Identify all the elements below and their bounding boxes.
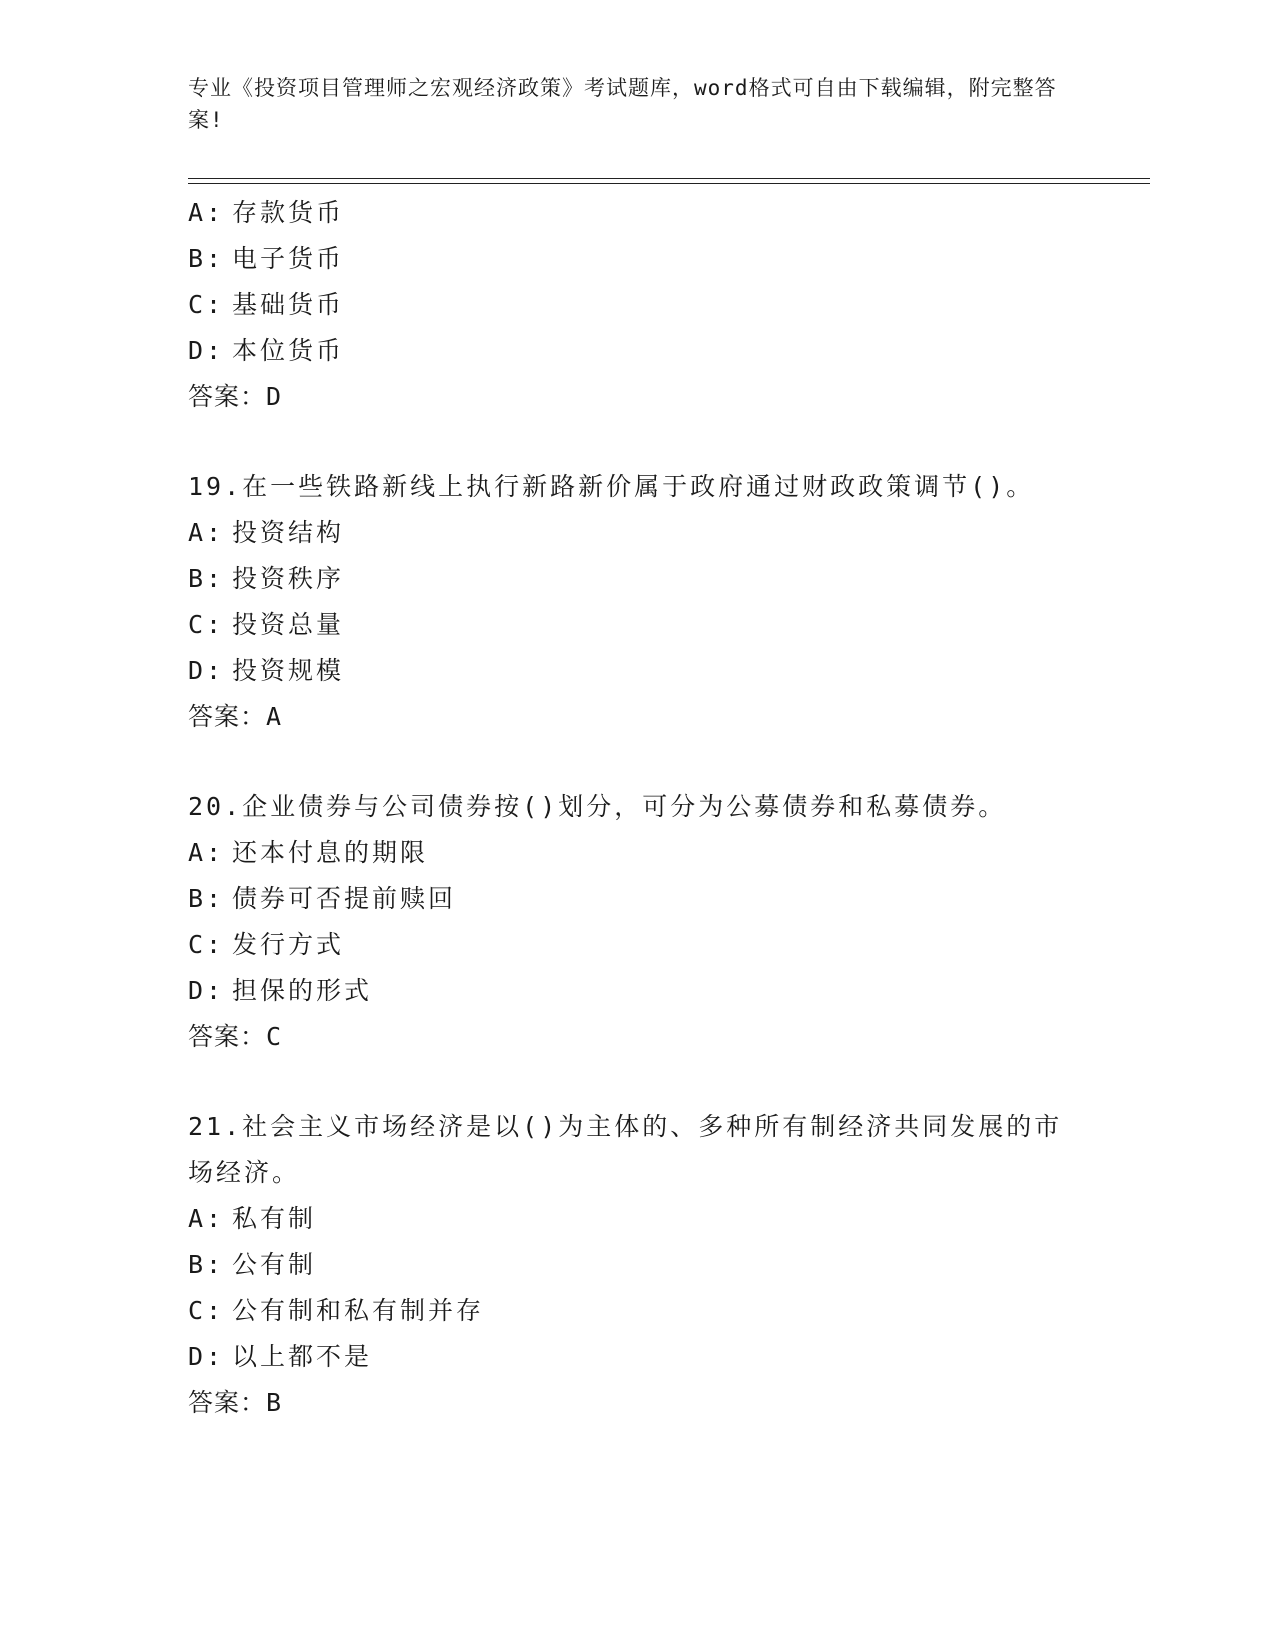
document-header: 专业《投资项目管理师之宏观经济政策》考试题库，word格式可自由下载编辑，附完整答案!: [188, 76, 1057, 132]
option-letter: C:: [188, 290, 225, 319]
question-20: [188, 784, 1148, 1060]
option-text: 私有制: [232, 1204, 317, 1233]
option-c: [188, 1288, 1148, 1334]
option-text: 债券可否提前赎回: [232, 884, 457, 913]
option-b: [188, 1242, 1148, 1288]
option-d: [188, 968, 1148, 1014]
option-b: [188, 236, 1148, 282]
option-text: 电子货币: [232, 244, 345, 273]
option-letter: A:: [188, 1204, 225, 1233]
option-a: [188, 1196, 1148, 1242]
option-d: [188, 328, 1148, 374]
option-text: 本位货币: [232, 336, 345, 365]
option-letter: B:: [188, 884, 225, 913]
option-letter: C:: [188, 610, 225, 639]
option-letter: B:: [188, 564, 225, 593]
option-text: 投资秩序: [232, 564, 345, 593]
option-text: 投资总量: [232, 610, 345, 639]
option-text: 发行方式: [232, 930, 345, 959]
option-letter: D:: [188, 336, 225, 365]
question-stem: 20.企业债券与公司债券按()划分，可分为公募债券和私募债券。: [188, 792, 1007, 821]
option-text: 投资规模: [232, 656, 345, 685]
option-letter: D:: [188, 1342, 225, 1371]
question-stem: 21.社会主义市场经济是以()为主体的、多种所有制经济共同发展的市场经济。: [188, 1112, 1063, 1187]
option-letter: A:: [188, 198, 225, 227]
carryover-question: [188, 190, 1148, 420]
question-stem: 19.在一些铁路新线上执行新路新价属于政府通过财政政策调节()。: [188, 472, 1035, 501]
option-text: 以上都不是: [232, 1342, 373, 1371]
option-text: 公有制和私有制并存: [232, 1296, 485, 1325]
option-c: [188, 922, 1148, 968]
option-text: 投资结构: [232, 518, 345, 547]
option-text: 公有制: [232, 1250, 317, 1279]
option-a: [188, 830, 1148, 876]
option-d: [188, 1334, 1148, 1380]
option-letter: B:: [188, 1250, 225, 1279]
answer-line: 答案：C: [188, 1022, 283, 1051]
answer-line: 答案：A: [188, 702, 283, 731]
option-letter: A:: [188, 518, 225, 547]
question-21: [188, 1104, 1148, 1426]
option-text: 担保的形式: [232, 976, 373, 1005]
option-b: [188, 556, 1148, 602]
question-list: [188, 190, 1148, 1426]
header-rule-top: [188, 178, 1150, 179]
answer-line: 答案：B: [188, 1388, 283, 1417]
option-letter: C:: [188, 930, 225, 959]
option-letter: D:: [188, 976, 225, 1005]
option-c: [188, 282, 1148, 328]
question-19: [188, 464, 1148, 740]
answer-line: 答案：D: [188, 382, 283, 411]
option-b: [188, 876, 1148, 922]
option-text: 存款货币: [232, 198, 345, 227]
option-c: [188, 602, 1148, 648]
option-a: [188, 510, 1148, 556]
option-text: 基础货币: [232, 290, 345, 319]
option-letter: C:: [188, 1296, 225, 1325]
option-letter: D:: [188, 656, 225, 685]
option-text: 还本付息的期限: [232, 838, 429, 867]
header-rule-bottom: [188, 183, 1150, 184]
option-d: [188, 648, 1148, 694]
option-a: [188, 190, 1148, 236]
option-letter: A:: [188, 838, 225, 867]
option-letter: B:: [188, 244, 225, 273]
